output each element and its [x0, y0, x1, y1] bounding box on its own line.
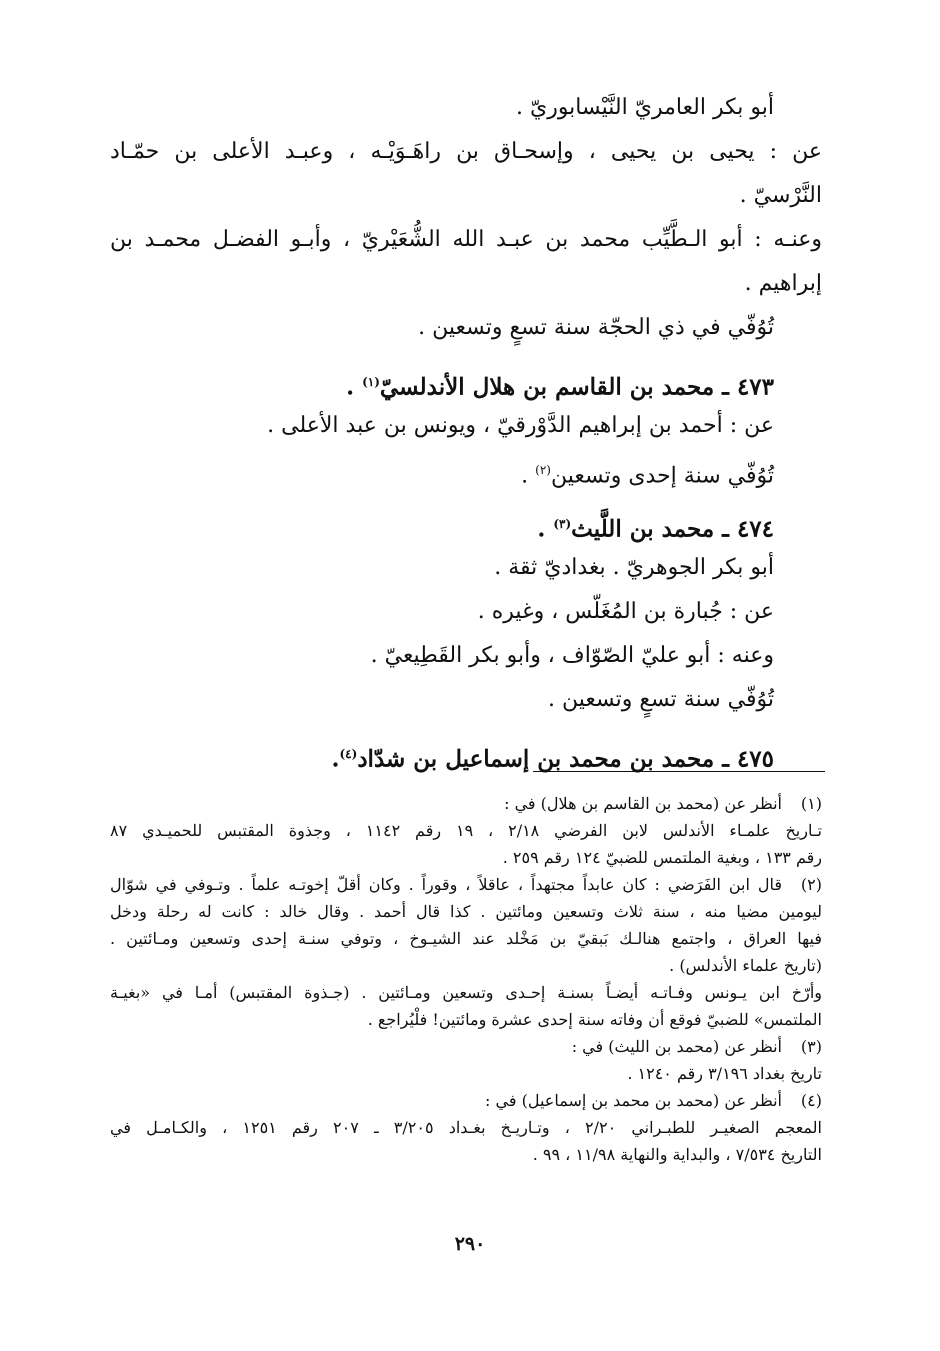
entry-heading — [110, 502, 822, 546]
footnote-line: وأرّخ ابن يـونس وفـاتـه أيضـاً بسنـة إحـدى وتسعين ومـائتين . (جـذوة المقتبس) أمـا في «بغيـة — [110, 983, 822, 1002]
footnote-line: التاريخ ٧/٥٣٤ ، والبداية والنهاية ١١/٩٨ ، ٩٩ . — [532, 1145, 822, 1164]
footnote-line: (تاريخ علماء الأندلس) . — [669, 956, 822, 975]
footnote-line: قال ابن الفَرَضي : كان عابداً مجتهداً ، عاقلاً ، وقوراً . وكان أقلّ إخوتـه علماً . وتـوفي في شوّال — [110, 875, 782, 894]
entry-heading-text: ٤٧٤ ـ محمد بن اللَّيث — [571, 515, 774, 543]
text-line: وعنه : أبو عليّ الصّوّاف ، وأبو بكر القَطِيعيّ . — [370, 643, 774, 668]
footnote-ref: (١) — [362, 375, 380, 389]
text-line: أبو بكر الجوهريّ . بغداديّ ثقة . — [494, 555, 774, 580]
footnotes — [110, 790, 822, 1168]
footnote-line: تـاريخ علمـاء الأندلس لابن الفرضي ٢/١٨ ، ١٩ رقم ١١٤٢ ، وجذوة المقتبس للحميـدي ٨٧ — [110, 821, 822, 840]
entry-heading-text: ٤٧٣ ـ محمد بن القاسم بن هلال الأندلسيّ — [379, 373, 774, 401]
heading-end: . — [331, 745, 340, 773]
entry-heading — [110, 732, 822, 776]
footnote-line: فيها العراق ، واجتمع هنالـك بَبقيّ بن مَخْلد عند الشيـوخ ، وتوفي سنـة إحدى وتسعين ومـائتين . — [110, 929, 822, 948]
footnote-ref: (٤) — [339, 747, 358, 761]
text-line: تُوُفّي في ذي الحجّة سنة تسعٍ وتسعين . — [418, 315, 774, 340]
footnote-line: رقم ١٣٣ ، وبغية الملتمس للضبيّ ١٢٤ رقم ٢٥٩ . — [502, 848, 822, 867]
entry-472-continuation — [110, 86, 822, 350]
text-span: تُوُفّي سنة إحدى وتسعين — [550, 463, 774, 489]
entry-475 — [110, 732, 822, 776]
footnote-line: ليومين مضيا منه ، سنة ثلاث وتسعين ومائتين . كذا قال أحمد . وقال خالد : كانت له رحلة ودخل — [110, 902, 822, 921]
footnote-number: (٣) — [800, 1037, 822, 1056]
text-line — [110, 448, 822, 492]
footnote-number: (١) — [800, 794, 822, 813]
text-line: عن : جُبارة بن المُغَلّس ، وغيره . — [477, 599, 774, 624]
footnote-line: أنظر عن (محمد بن الليث) في : — [571, 1037, 782, 1056]
entry-473 — [110, 360, 822, 492]
footnote-line: تاريخ بغداد ٣/١٩٦ رقم ١٢٤٠ . — [627, 1064, 822, 1083]
heading-end: . — [537, 515, 554, 543]
entry-heading — [110, 360, 822, 404]
text-line: وعنـه : أبو الـطَّيِّب محمد بن عبـد الله الشُّعَيْريّ ، وأبـو الفضـل محمـد بن — [110, 227, 822, 252]
main-text — [110, 86, 822, 776]
footnote-number: (٤) — [800, 1091, 822, 1110]
text-line: أبو بكر العامريّ النَّيْسابوريّ . — [515, 95, 774, 120]
entry-474 — [110, 502, 822, 722]
footnote-number: (٢) — [800, 875, 822, 894]
footnote-3 — [110, 1033, 822, 1087]
footnote-line: المعجم الصغيـر للطبـراني ٢/٢٠ ، وتـاريـخ بغـداد ٣/٢٠٥ ـ ٢٠٧ رقم ١٢٥١ ، والكـامـل في — [110, 1118, 823, 1137]
text-line: إبراهيم . — [744, 271, 822, 296]
text-line: عن : يحيى بن يحيى ، وإسحـاق بن راهَـوَيْـه ، وعبـد الأعلى بن حمّـاد — [110, 139, 822, 164]
line-end: . — [521, 463, 536, 489]
entry-heading-text: ٤٧٥ ـ محمد بن محمد بن إسماعيل بن شدّاد — [357, 745, 774, 773]
footnote-line: أنظر عن (محمد بن القاسم بن هلال) في : — [504, 794, 782, 813]
page-number: ٢٩٠ — [454, 1233, 486, 1255]
footnote-ref: (٢) — [535, 463, 551, 477]
footnote-1 — [110, 790, 822, 871]
text-line: تُوُفّي سنة تسعٍ وتسعين . — [547, 687, 774, 712]
footnote-divider — [533, 771, 825, 772]
footnote-4 — [110, 1087, 822, 1168]
text-line: النَّرْسيّ . — [739, 183, 822, 208]
heading-end: . — [346, 373, 363, 401]
footnote-ref: (٣) — [553, 517, 572, 531]
footnote-2 — [110, 871, 822, 1033]
text-line: عن : أحمد بن إبراهيم الدَّوْرقيّ ، ويونس بن عبد الأعلى . — [267, 413, 774, 438]
footnote-line: الملتمس» للضبيّ فوقع أن وفاته سنة إحدى عشرة ومائتين! فلْيُراجع . — [367, 1010, 822, 1029]
footnote-line: أنظر عن (محمد بن محمد بن إسماعيل) في : — [485, 1091, 782, 1110]
